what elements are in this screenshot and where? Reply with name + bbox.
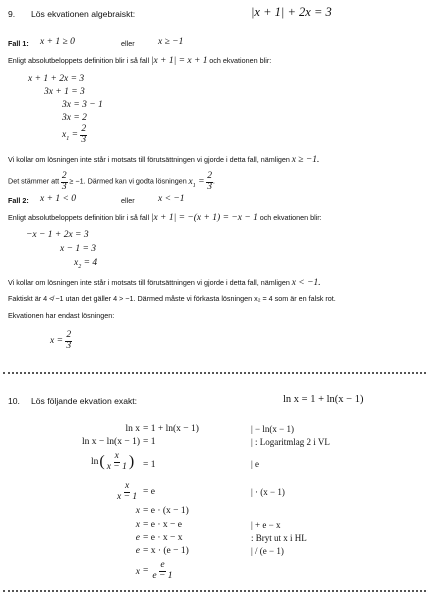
q10-row-3-rhs: = 1 bbox=[143, 460, 156, 470]
case1-verify-text-b: ≥ −1. Därmed kan vi godta lösningen bbox=[69, 176, 187, 186]
case1-condition-2: x ≥ −1 bbox=[158, 37, 184, 47]
case2-check-text: Vi kollar om lösningen inte står i motsats till förutsättningen vi gjorde i detta fall, nämligen bbox=[8, 278, 290, 287]
case1-condition: x + 1 ≥ 0 bbox=[40, 37, 75, 47]
q10-row-2-note: | : Logaritmlag 2 i VL bbox=[251, 437, 330, 447]
q10-row-9-rhs bbox=[143, 561, 174, 581]
case2-definition bbox=[8, 213, 322, 223]
case1-step-3: 3x = 3 − 1 bbox=[62, 100, 103, 110]
case1-def-text-b: och ekvationen blir: bbox=[209, 56, 272, 65]
q10-row-6-note: | + e − x bbox=[251, 520, 281, 530]
case1-verify-den-2: 3 bbox=[207, 181, 213, 192]
q10-row-2-lhs: ln x − ln(x − 1) bbox=[82, 437, 140, 447]
case1-result: $x_1$ = $\frac{2}{3}$ bbox=[62, 124, 87, 145]
case1-result-den: 3 bbox=[81, 134, 87, 145]
q9-final-answer bbox=[50, 331, 72, 351]
q10-row-5-lhs: x bbox=[135, 506, 140, 516]
q9-number: 9. bbox=[8, 9, 16, 19]
q10-final-num: e bbox=[160, 560, 165, 570]
case1-or: eller bbox=[121, 39, 135, 48]
case1-verify-num-2: 2 bbox=[207, 171, 213, 181]
section-divider-2 bbox=[3, 590, 426, 592]
q10-row-3-den: x − 1 bbox=[106, 461, 127, 472]
q10-row-4-den: x − 1 bbox=[117, 491, 138, 502]
case2-check-math: x < −1. bbox=[291, 278, 321, 288]
q9-final-num: 2 bbox=[66, 330, 72, 340]
case1-step-1: x + 1 + 2x = 3 bbox=[28, 74, 85, 84]
q10-row-7-note: : Bryt ut x i HL bbox=[251, 533, 307, 543]
case1-def-math: |x + 1| = x + 1 bbox=[150, 56, 208, 66]
q10-ln-label: ln bbox=[91, 457, 99, 467]
case2-condition: x + 1 < 0 bbox=[40, 194, 77, 204]
case2-result-sub: 2 bbox=[78, 263, 82, 270]
case1-verify-x: x bbox=[188, 176, 193, 187]
case2-def-text-a: Enligt absolutbeloppets definition blir i så fall bbox=[8, 213, 150, 222]
case1-result-sub: 1 bbox=[66, 136, 70, 143]
case2-check bbox=[8, 278, 321, 288]
case2-result-x: x bbox=[74, 258, 79, 268]
case1-verify-text-a: Det stämmer att bbox=[8, 176, 60, 186]
case1-step-4: 3x = 2 bbox=[62, 113, 87, 123]
q10-row-6-lhs: x bbox=[135, 520, 140, 530]
case1-verify-sub: 1 bbox=[192, 182, 196, 189]
case1-step-2: 3x + 1 = 3 bbox=[44, 87, 85, 97]
q10-row-3-lhs: ln ( $\frac{x}{x - 1}$ ) bbox=[91, 451, 135, 472]
case2-step-2: x − 1 = 3 bbox=[60, 244, 97, 254]
q10-number: 10. bbox=[8, 396, 20, 406]
q10-row-9-lhs: x bbox=[135, 567, 140, 577]
q10-row-8-lhs: e bbox=[135, 546, 140, 556]
q10-row-3-num: x bbox=[114, 451, 119, 461]
q10-title: Lös följande ekvation exakt: bbox=[31, 396, 138, 406]
case2-def-text-b: och ekvationen blir: bbox=[259, 213, 322, 222]
case1-definition bbox=[8, 56, 271, 66]
case1-verify-eq: = bbox=[198, 176, 205, 187]
q9-final-den: 3 bbox=[66, 340, 72, 351]
q10-row-6-rhs: = e · x − e bbox=[143, 520, 182, 530]
case1-check-math: x ≥ −1. bbox=[291, 155, 320, 165]
q9-equation: |x + 1| + 2x = 3 bbox=[251, 5, 332, 19]
case1-def-text-a: Enligt absolutbeloppets definition blir i så fall bbox=[8, 56, 150, 65]
q10-row-7-lhs: e bbox=[135, 533, 140, 543]
case1-verify-num: 2 bbox=[61, 171, 67, 181]
case2-result-rhs: = 4 bbox=[83, 258, 98, 268]
q10-row-7-rhs: = e · x − x bbox=[143, 533, 183, 543]
q10-row-1-note: | − ln(x − 1) bbox=[251, 424, 294, 434]
q10-row-4-note: | · (x − 1) bbox=[251, 487, 285, 497]
q10-row-2-rhs: = 1 bbox=[143, 437, 156, 447]
section-divider-1 bbox=[3, 372, 426, 374]
q10-equation: ln x = 1 + ln(x − 1) bbox=[283, 394, 364, 405]
q10-row-9-eq: = bbox=[143, 566, 149, 576]
q10-final-den: e − 1 bbox=[152, 570, 173, 581]
q10-row-5-rhs: = e · (x − 1) bbox=[143, 506, 189, 516]
case2-result bbox=[74, 258, 97, 270]
case2-step-1: −x − 1 + 2x = 3 bbox=[26, 230, 89, 240]
q10-row-8-note: | / (e − 1) bbox=[251, 546, 284, 556]
case2-fact: Faktiskt är 4 ≮ −1 utan det gäller 4 > −1. Därmed måste vi förkasta lösningen x₂ = 4 som är en falsk rot. bbox=[8, 294, 336, 303]
q9-title: Lös ekvationen algebraiskt: bbox=[31, 9, 136, 19]
case1-check-text: Vi kollar om lösningen inte står i motsats till förutsättningen vi gjorde i detta fall, nämligen bbox=[8, 155, 290, 164]
case2-def-math: |x + 1| = −(x + 1) = −x − 1 bbox=[150, 213, 258, 223]
case1-label: Fall 1: bbox=[8, 39, 29, 48]
q9-conclusion: Ekvationen har endast lösningen: bbox=[8, 311, 115, 320]
case1-verify-den: 3 bbox=[61, 181, 67, 192]
case1-verify: Det stämmer att $\frac{2}{3}$ ≥ −1. Därmed kan vi godta lösningen $x_1$ = $\frac{2}{3}$ . bbox=[8, 171, 215, 192]
q10-row-4-rhs: = e bbox=[143, 487, 155, 497]
case2-or: eller bbox=[121, 196, 135, 205]
case1-check bbox=[8, 155, 319, 165]
q10-row-1-rhs: = 1 + ln(x − 1) bbox=[143, 424, 199, 434]
q10-row-4-lhs bbox=[116, 482, 138, 502]
case2-condition-2: x < −1 bbox=[158, 194, 185, 204]
q10-row-4-num: x bbox=[124, 481, 130, 491]
case1-result-num: 2 bbox=[81, 124, 87, 134]
q9-final-lhs: x = bbox=[50, 336, 64, 347]
q10-row-3-note: | e bbox=[251, 459, 260, 469]
q10-row-1-lhs: ln x bbox=[125, 424, 140, 434]
case2-label: Fall 2: bbox=[8, 196, 29, 205]
q10-row-8-rhs: = x · (e − 1) bbox=[143, 546, 189, 556]
case1-result-x: x bbox=[62, 130, 67, 141]
